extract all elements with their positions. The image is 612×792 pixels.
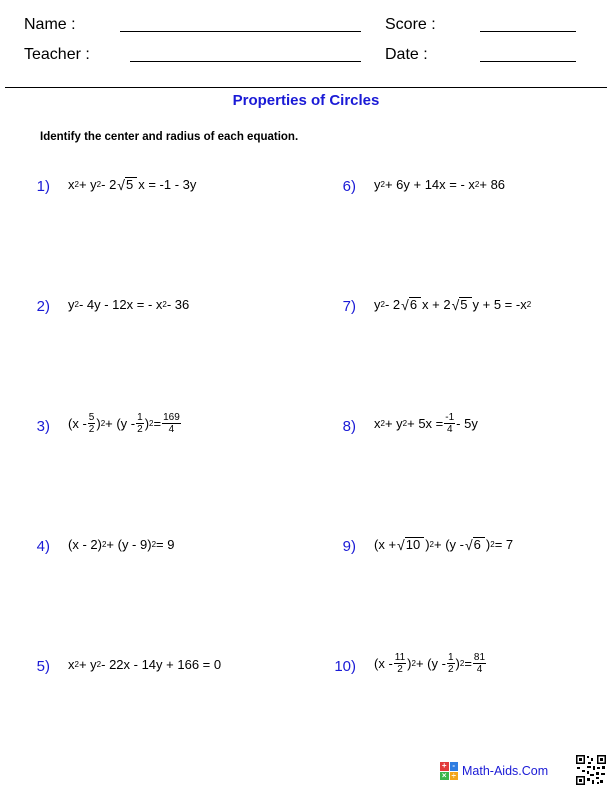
fraction: $\frac{5}{2}$: [88, 412, 95, 435]
score-field[interactable]: [480, 31, 576, 32]
fraction: $\frac{1}{2}$: [137, 412, 143, 435]
fraction: $\frac{1}{2}$: [447, 652, 454, 675]
equation-5: x 2 + y 2 - 22x - 14y + 166 = 0: [68, 657, 222, 672]
header-divider: [5, 87, 607, 88]
equation-7: y 2 - 2 √ 6 x + 2 √ 5 y + 5 = -x 2: [374, 297, 532, 313]
square-root: √ 5: [452, 297, 472, 312]
problem-number: 7): [342, 298, 356, 315]
teacher-label: Teacher :: [24, 46, 90, 63]
square-root: √ 6: [465, 537, 485, 552]
problem-number: 3): [36, 418, 50, 435]
fraction: $\frac{-1}{4}$: [445, 412, 455, 435]
equation-4: (x - 2) 2 + (y - 9) 2 = 9: [68, 537, 175, 552]
equation-8: x 2 + y 2 + 5x = $\frac{-1}{4}$ - 5y: [374, 412, 478, 435]
equation-10: (x - $\frac{11}{2}$ ) 2 + (y - $\frac{1}{2}$ ) 2 = $\frac{81}{4}$: [374, 652, 486, 675]
date-field[interactable]: [480, 61, 576, 62]
square-root: √ 5: [117, 177, 137, 192]
calculator-logo-icon: [440, 762, 458, 780]
problem-number: 10): [334, 658, 356, 675]
problem-number: 8): [342, 418, 356, 435]
equation-2: y 2 - 4y - 12x = - x 2 - 36: [68, 297, 190, 312]
score-label: Score :: [385, 16, 436, 33]
site-link[interactable]: Math-Aids.Com: [462, 764, 549, 778]
name-field[interactable]: [120, 31, 361, 32]
fraction: $\frac{169}{4}$: [163, 412, 180, 435]
name-label: Name :: [24, 16, 76, 33]
problem-number: 4): [36, 538, 50, 555]
square-root: √ 6: [401, 297, 421, 312]
square-root: √ 10: [397, 537, 424, 552]
fraction: $\frac{11}{2}$: [394, 652, 406, 675]
equation-3: (x - $\frac{5}{2}$ ) 2 + (y - $\frac{1}{2}$ ) 2 = $\frac{169}{4}$: [68, 412, 180, 435]
minus-icon: -: [450, 762, 459, 771]
qr-code-icon: [575, 754, 607, 786]
equation-9: (x + √ 10 ) 2 + (y - √ 6 ) 2 = 7: [374, 537, 514, 553]
equation-1: x 2 + y 2 - 2 √ 5 x = -1 - 3y: [68, 177, 197, 193]
worksheet-title: Properties of Circles: [232, 92, 380, 109]
instructions: Identify the center and radius of each equation.: [40, 131, 299, 143]
site-credit[interactable]: [440, 762, 548, 780]
date-label: Date :: [385, 46, 428, 63]
problem-number: 1): [36, 178, 50, 195]
multiply-icon: ×: [441, 770, 447, 780]
problem-number: 9): [342, 538, 356, 555]
problem-number: 2): [36, 298, 50, 315]
problem-number: 6): [342, 178, 356, 195]
equation-6: y 2 + 6y + 14x = - x 2 + 86: [374, 177, 506, 192]
problem-number: 5): [36, 658, 50, 675]
divide-icon: ÷: [450, 772, 459, 781]
fraction: $\frac{81}{4}$: [473, 652, 486, 675]
teacher-field[interactable]: [130, 61, 361, 62]
plus-icon: +: [441, 761, 447, 770]
